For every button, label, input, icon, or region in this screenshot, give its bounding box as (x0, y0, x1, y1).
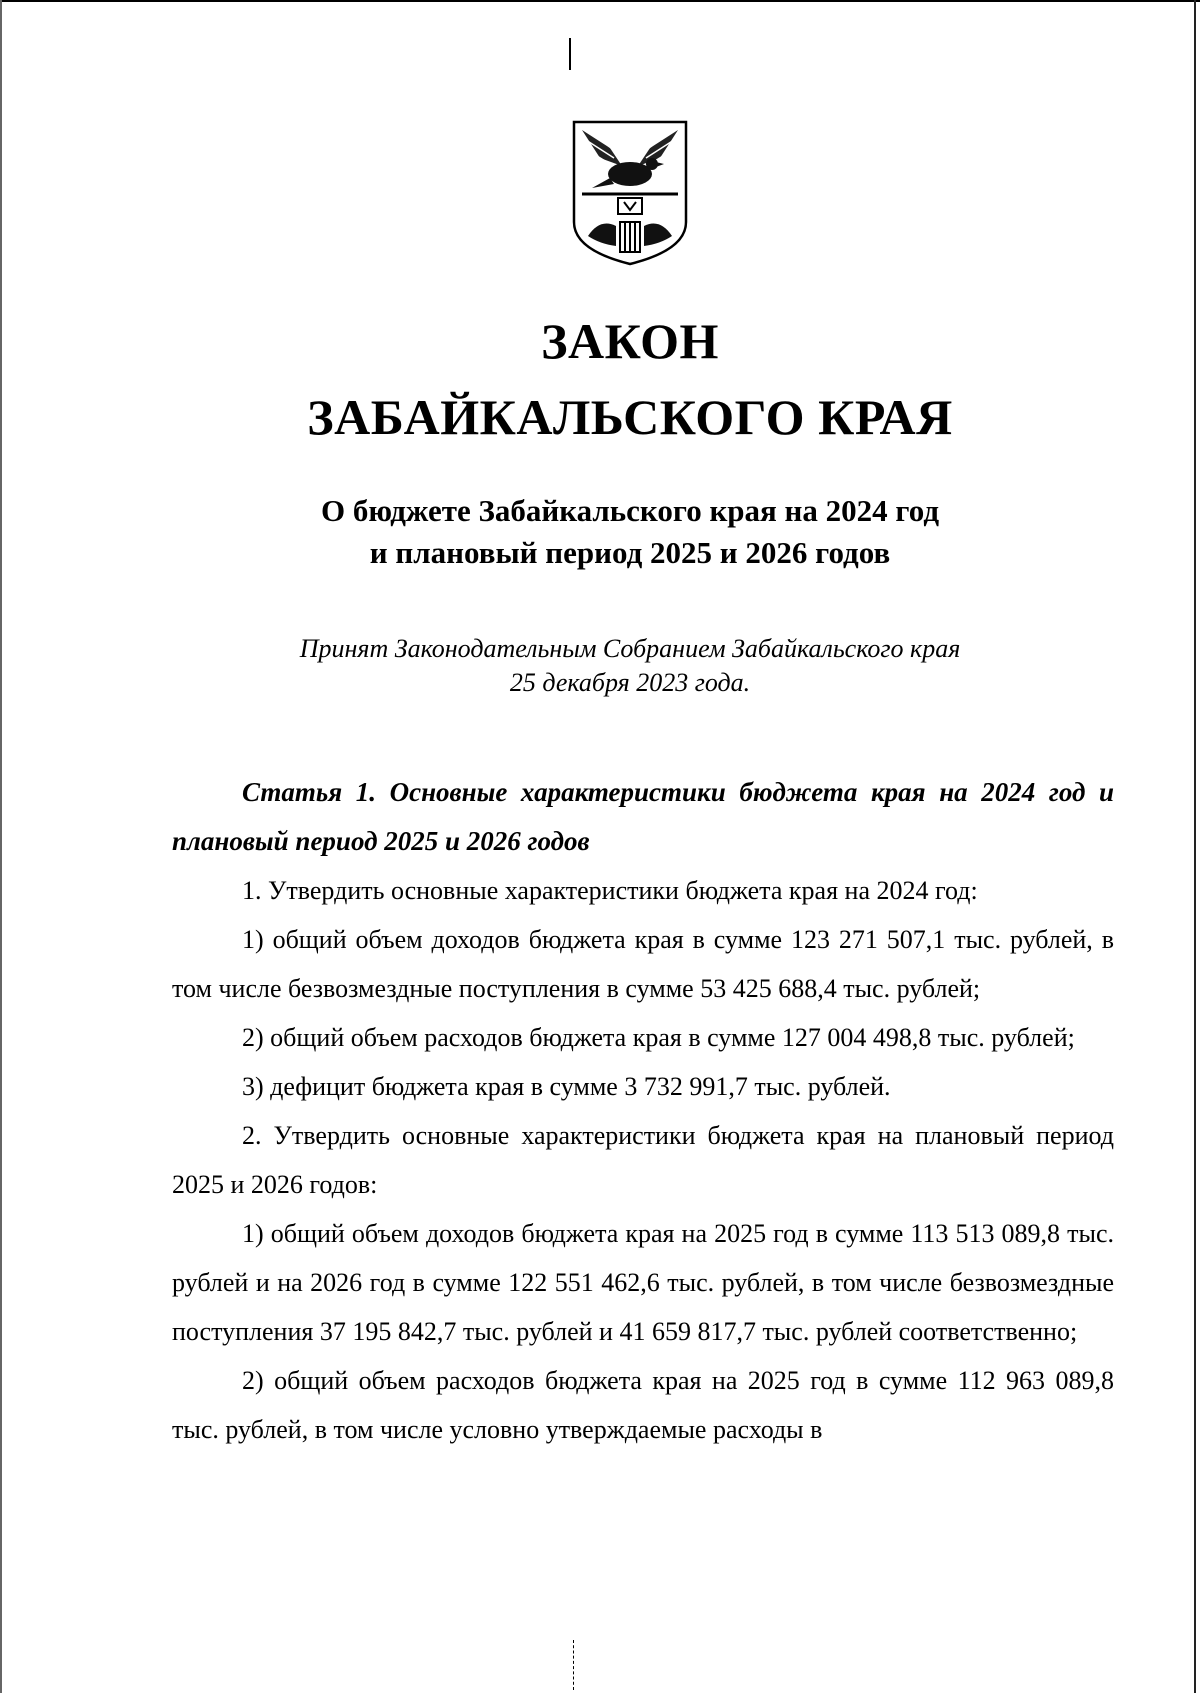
coat-of-arms-icon (570, 118, 690, 266)
paragraph: 1. Утвердить основные характеристики бюджета края на 2024 год: (242, 876, 978, 905)
law-title: ЗАКОН (541, 313, 719, 369)
scan-border-left (0, 0, 2, 1693)
subject-line-2: и плановый период 2025 и 2026 годов (369, 535, 891, 570)
paragraph: 2. Утвердить основные характеристики бюджета края на плановый период 2025 и 2026 годов: (172, 1121, 1114, 1199)
law-region-title: ЗАБАЙКАЛЬСКОГО КРАЯ (307, 389, 953, 445)
adoption-line-2: 25 декабря 2023 года. (509, 668, 751, 697)
paragraph: 3) дефицит бюджета края в сумме 3 732 991,7 тыс. рублей. (242, 1072, 891, 1101)
article-heading: Статья 1. Основные характеристики бюджета края на 2024 год и плановый период 2025 и 2026 годов (172, 777, 1114, 856)
paragraph: 2) общий объем расходов бюджета края на 2025 год в сумме 112 963 089,8 тыс. рублей, в том числе условно утверждаемые расходы в (172, 1366, 1114, 1444)
adoption-note (0, 632, 1200, 700)
paragraph: 2) общий объем расходов бюджета края в сумме 127 004 498,8 тыс. рублей; (242, 1023, 1075, 1052)
subject-line-1: О бюджете Забайкальского края на 2024 год (320, 493, 940, 528)
paragraph: 1) общий объем доходов бюджета края на 2025 год в сумме 113 513 089,8 тыс. рублей и на 2026 год в сумме 122 551 462,6 тыс. рублей, в том числе безвозмездные поступления 37 195 842,7 тыс. рублей и 41 659 817,7 тыс. рублей соответственно; (172, 1219, 1114, 1346)
scan-border-right (1194, 0, 1196, 1693)
paragraph: 1) общий объем доходов бюджета края в сумме 123 271 507,1 тыс. рублей, в том числе безвозмездные поступления в сумме 53 425 688,4 тыс. рублей; (172, 925, 1114, 1003)
law-subject (0, 490, 1200, 574)
law-body (172, 768, 1114, 1454)
adoption-line-1: Принят Законодательным Собранием Забайкальского края (299, 634, 961, 663)
scan-border-top (0, 0, 1200, 2)
scan-mark-bottom (573, 1640, 575, 1690)
scan-mark-top (569, 38, 571, 70)
